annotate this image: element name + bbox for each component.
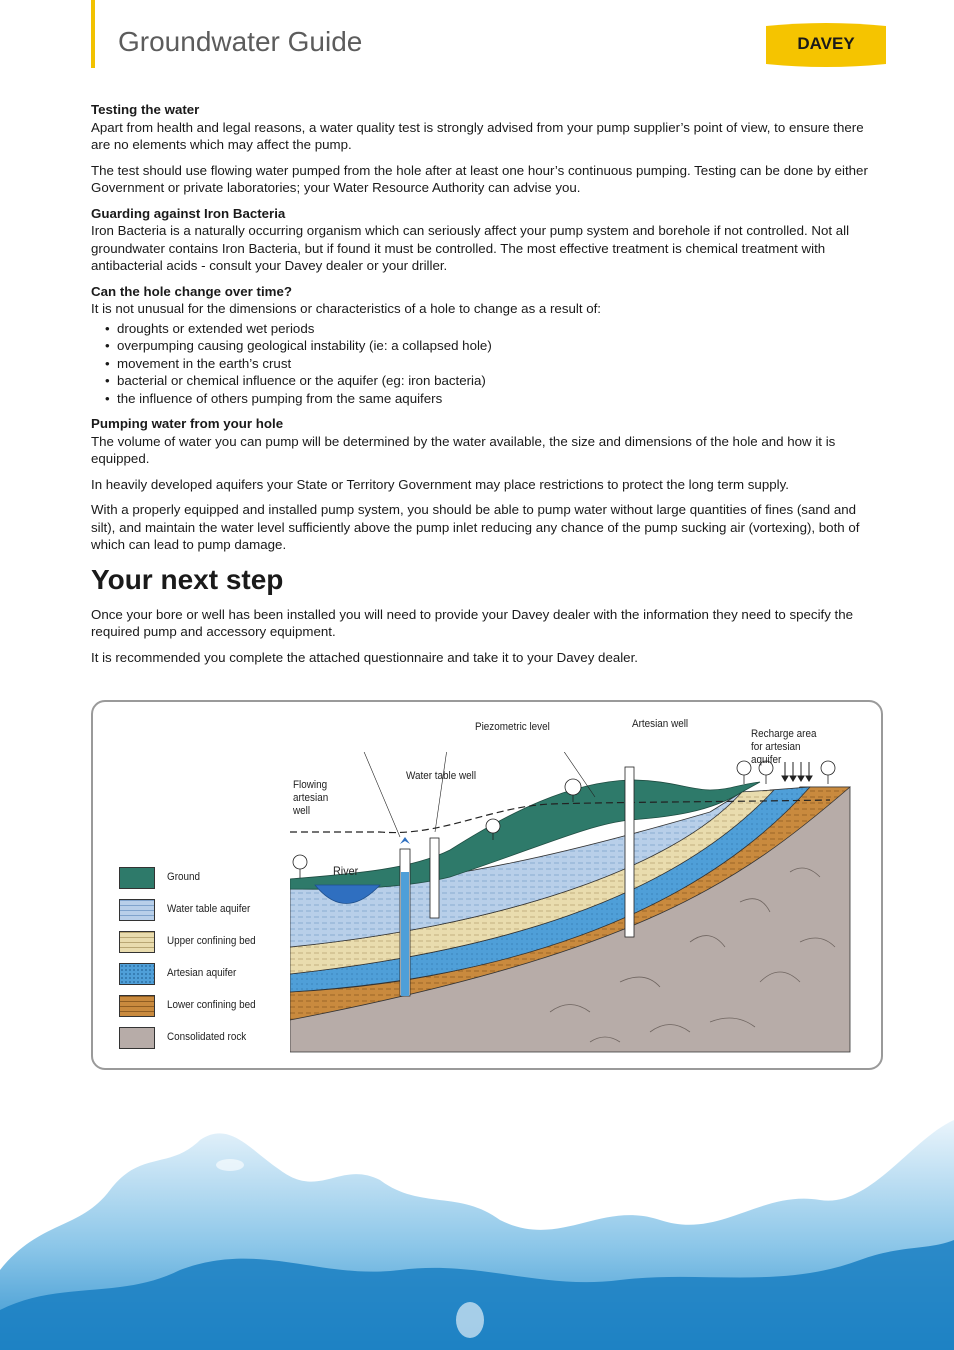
flowing-well-water: [401, 872, 409, 996]
recharge-area-label: Recharge area for artesian aquifer: [751, 728, 817, 766]
testing-heading: Testing the water: [91, 102, 200, 117]
iron-heading: Guarding against Iron Bacteria: [91, 205, 286, 221]
list-item: • overpumping causing geological instability (ie: a collapsed hole): [117, 337, 881, 355]
ground-swatch: [119, 867, 155, 889]
pumping-heading: Pumping water from your hole: [91, 416, 284, 431]
pumping-paragraph-1: The volume of water you can pump will be determined by the water available, the size and dimensions of the hole and how it is equipped.: [91, 433, 836, 466]
legend-label: Water table aquifer: [167, 903, 251, 915]
cross-section-illustration: [290, 752, 852, 1054]
river-label: River: [333, 864, 359, 878]
legend-label: Lower confining bed: [167, 999, 256, 1011]
legend-label: Ground: [167, 871, 201, 883]
legend-label: Upper confining bed: [167, 935, 256, 947]
next-step-paragraph-1: Once your bore or well has been installed you will need to provide your Davey dealer with the information they need to specify the required pump and accessory equipment.: [91, 606, 854, 639]
lower-confining-swatch: [119, 995, 155, 1017]
pumping-paragraph-2: In heavily developed aquifers your State or Territory Government may place restrictions to protect the long term supply.: [91, 476, 789, 492]
artesian-well-shaft: [625, 767, 634, 937]
change-bullet-list: [91, 320, 881, 408]
list-item: • bacterial or chemical influence or the aquifer (eg: iron bacteria): [117, 372, 881, 390]
logo-text: DAVEY: [797, 34, 855, 53]
next-step-heading: Your next step: [91, 563, 284, 595]
list-item: • droughts or extended wet periods: [117, 320, 881, 338]
header-accent-bar: [91, 0, 95, 68]
legend-label: Artesian aquifer: [167, 967, 237, 979]
piezometric-label: Piezometric level: [475, 721, 550, 733]
page-title: Groundwater Guide: [118, 26, 363, 57]
testing-paragraph-2: The test should use flowing water pumped from the hole after at least one hour’s continuous pumping. Testing can be done by either Government or private laboratories; your Water Resource Authority can advise you.: [91, 162, 868, 195]
iron-paragraph: Iron Bacteria is a naturally occurring organism which can seriously affect your pump system and borehole if not controlled. Not all groundwater contains Iron Bacteria, but if found it must be controlled. The most effective treatment is chemical treatment with antibacterial acids - consult your Davey dealer or your driller.: [91, 223, 850, 273]
next-step-paragraph-2: It is recommended you complete the attached questionnaire and take it to your Davey dealer.: [91, 649, 638, 665]
artesian-swatch: [119, 963, 155, 985]
pumping-paragraph-3: With a properly equipped and installed pump system, you should be able to pump water without large quantities of fines (sand and silt), and maintain the water level sufficiently above the pump inlet reducing any chance of the pump sucking air (vortexing), both of which can lead to pump damage.: [91, 502, 860, 552]
main-content: [91, 101, 881, 674]
flowing-water-spray: [400, 837, 410, 844]
testing-paragraph-1: Apart from health and legal reasons, a water quality test is strongly advised from your pump supplier’s point of view, to ensure there are no elements which may affect the pump.: [91, 119, 864, 152]
artesian-well-label: Artesian well: [632, 718, 689, 730]
flowing-artesian-well-label: Flowing artesian well: [293, 779, 329, 817]
legend-label: Consolidated rock: [167, 1031, 247, 1043]
list-item: • the influence of others pumping from the same aquifers: [117, 390, 881, 408]
change-intro: It is not unusual for the dimensions or characteristics of a hole to change as a result of:: [91, 301, 601, 316]
water-splash-image: [0, 1080, 954, 1350]
change-heading: Can the hole change over time?: [91, 283, 292, 299]
groundwater-diagram: [91, 700, 883, 1070]
water-table-well-shaft: [430, 838, 439, 918]
upper-confining-swatch: [119, 931, 155, 953]
list-item: • movement in the earth’s crust: [117, 355, 881, 373]
water-table-swatch: [119, 899, 155, 921]
davey-logo: [766, 22, 886, 68]
rock-swatch: [119, 1027, 155, 1049]
water-table-well-label: Water table well: [406, 770, 477, 782]
